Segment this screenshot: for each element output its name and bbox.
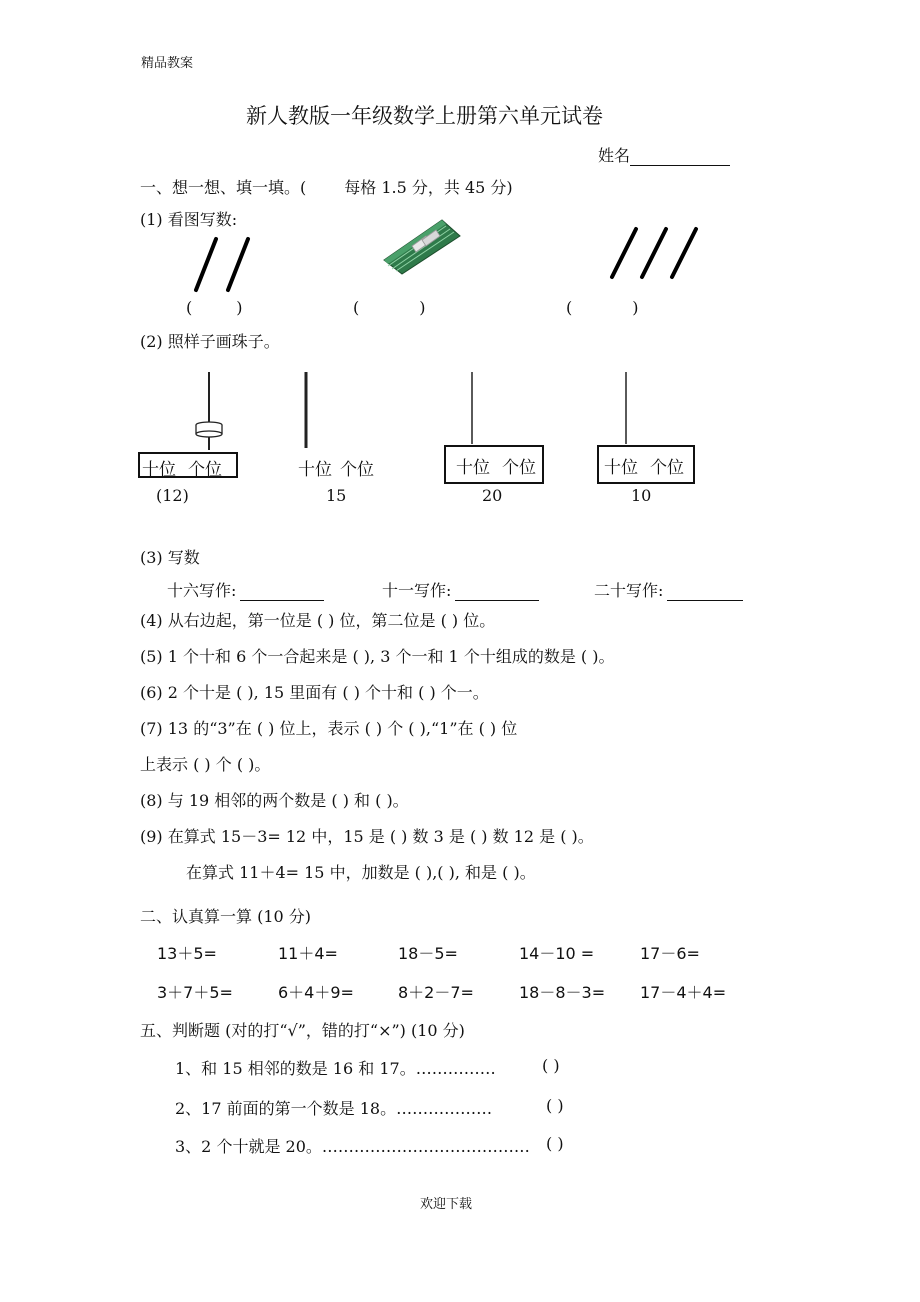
q5-text: (5) 1 个十和 6 个一合起来是 ( ), 3 个一和 1 个十组成的数是 ( )。 [140, 647, 615, 666]
number-label-3: 20 [482, 486, 503, 505]
calc-2-1: 3＋7＋5= [157, 983, 233, 1002]
judge-item-1 [175, 1056, 496, 1079]
q9-line2: 在算式 11＋4= 15 中，加数是 ( ),( ), 和是 ( )。 [186, 863, 536, 882]
place-value-box-1 [138, 452, 238, 478]
paren-close: ) [632, 298, 639, 317]
paren-open: ( [353, 298, 360, 317]
q7-line2: 上表示 ( ) 个 ( )。 [140, 755, 271, 774]
stick-3 [672, 229, 696, 277]
answer-blank-1[interactable] [186, 298, 243, 317]
section1-heading-main: 一、想一想、填一填。( [140, 178, 307, 197]
calc-1-4: 14－10 = [519, 944, 595, 963]
write-blank[interactable] [455, 582, 539, 601]
abacus-1-rods [190, 372, 230, 452]
judge-text: 1、和 15 相邻的数是 16 和 17。…………… [175, 1059, 496, 1078]
section1-heading-scoring: 每格 1.5 分，共 45 分) [344, 178, 513, 197]
q6-text: (6) 2 个十是 ( ), 15 里面有 ( ) 个十和 ( ) 个一。 [140, 683, 489, 702]
number-label-4: 10 [631, 486, 652, 505]
paren-close: ) [419, 298, 426, 317]
judge-item-3 [175, 1134, 530, 1157]
number-label-1: (12) [156, 486, 189, 505]
calc-1-5: 17－6= [640, 944, 700, 963]
bead-icon [196, 422, 222, 437]
judge-text: 3、2 个十就是 20。………………………………… [175, 1137, 530, 1156]
calc-1-3: 18－5= [398, 944, 458, 963]
write-item-label: 十六写作: [167, 581, 237, 600]
abacus-3-rods [462, 372, 482, 446]
write-blank[interactable] [240, 582, 324, 601]
judge-answer-1[interactable]: ( ) [542, 1056, 560, 1075]
write-twenty [594, 578, 743, 601]
name-label: 姓名 [598, 146, 631, 165]
place-value-box-3 [444, 445, 544, 484]
paren-close: ) [236, 298, 243, 317]
q8-text: (8) 与 19 相邻的两个数是 ( ) 和 ( )。 [140, 791, 409, 810]
tens-label: 十位 [456, 458, 490, 478]
stick-bundle-picture [376, 214, 468, 276]
ones-label: 个位 [650, 458, 684, 478]
name-blank[interactable] [630, 147, 730, 166]
abacus-2-rods [298, 372, 318, 450]
page-title: 新人教版一年级数学上册第六单元试卷 [246, 104, 603, 128]
name-field[interactable] [598, 143, 730, 166]
number-label-2: 15 [326, 486, 347, 505]
judge-answer-2[interactable]: ( ) [546, 1096, 564, 1115]
q2-label: (2) 照样子画珠子。 [140, 332, 280, 351]
three-sticks-picture [606, 225, 702, 281]
paren-open: ( [566, 298, 573, 317]
abacus-4-rods [616, 372, 636, 446]
calc-2-3: 8＋2－7= [398, 983, 474, 1002]
q9-line1: (9) 在算式 15－3= 12 中，15 是 ( ) 数 3 是 ( ) 数 12 是 ( )。 [140, 827, 594, 846]
stick-2 [228, 239, 248, 290]
tens-label: 十位 [142, 460, 176, 480]
ones-label: 个位 [188, 460, 222, 480]
tens-label: 十位 [604, 458, 638, 478]
write-item-label: 二十写作: [594, 581, 664, 600]
q3-label: (3) 写数 [140, 548, 200, 567]
calc-2-5: 17－4＋4= [640, 983, 727, 1002]
q4-text: (4) 从右边起，第一位是 ( ) 位，第二位是 ( ) 位。 [140, 611, 496, 630]
section1-heading [140, 175, 513, 198]
write-eleven [382, 578, 539, 601]
judge-answer-3[interactable]: ( ) [546, 1134, 564, 1153]
q1-label: (1) 看图写数: [140, 210, 238, 229]
two-sticks-picture [190, 236, 256, 294]
ones-label: 个位 [502, 458, 536, 478]
stick-1 [612, 229, 636, 277]
paren-open: ( [186, 298, 193, 317]
footer-label: 欢迎下载 [420, 1197, 473, 1212]
section2-heading: 二、认真算一算 (10 分) [140, 907, 312, 926]
write-sixteen [167, 578, 324, 601]
header-label: 精品教案 [141, 56, 194, 71]
stick-2 [642, 229, 666, 277]
section5-heading: 五、判断题 (对的打“√”，错的打“×”) (10 分) [140, 1021, 465, 1040]
calc-2-4: 18－8－3= [519, 983, 606, 1002]
calc-1-2: 11＋4= [278, 944, 338, 963]
calc-2-2: 6＋4＋9= [278, 983, 354, 1002]
tens-label: 十位 [298, 460, 332, 480]
answer-blank-2[interactable] [353, 298, 426, 317]
judge-text: 2、17 前面的第一个数是 18。……………… [175, 1099, 493, 1118]
stick-1 [196, 239, 216, 290]
place-value-box-4 [597, 445, 695, 484]
calc-1-1: 13＋5= [157, 944, 217, 963]
ones-label: 个位 [340, 460, 374, 480]
place-value-labels-2 [298, 455, 374, 480]
judge-item-2 [175, 1096, 492, 1119]
bundle-of-ten-icon [384, 220, 460, 274]
write-item-label: 十一写作: [382, 581, 452, 600]
q7-line1: (7) 13 的“3”在 ( ) 位上，表示 ( ) 个 ( ),“1”在 ( ) 位 [140, 719, 518, 738]
write-blank[interactable] [667, 582, 743, 601]
answer-blank-3[interactable] [566, 298, 639, 317]
